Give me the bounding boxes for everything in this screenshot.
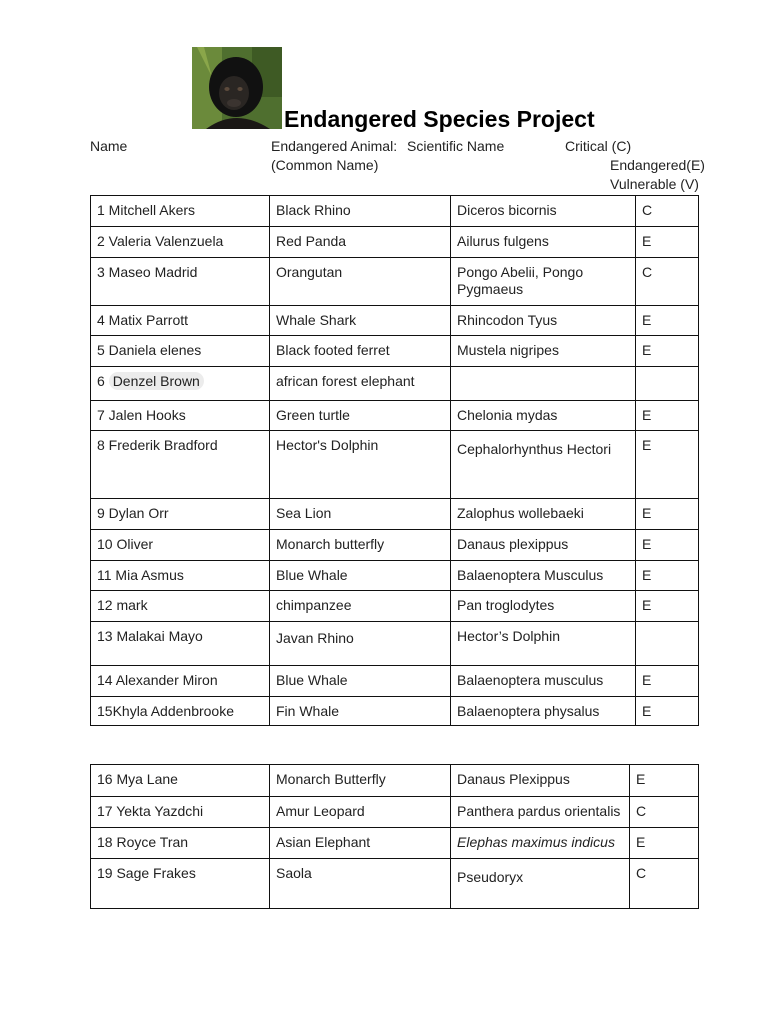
student-name: 12 mark xyxy=(91,591,270,622)
table-row xyxy=(91,859,699,909)
status-code: C xyxy=(630,797,699,828)
common-name: Red Panda xyxy=(270,227,451,258)
scientific-name xyxy=(451,367,636,401)
scientific-name: Panthera pardus orientalis xyxy=(451,797,630,828)
student-name: 4 Matix Parrott xyxy=(91,306,270,336)
table-row xyxy=(91,499,699,530)
header-scientific: Scientific Name xyxy=(407,138,505,154)
student-name: 2 Valeria Valenzuela xyxy=(91,227,270,258)
scientific-name: Pan troglodytes xyxy=(451,591,636,622)
scientific-name: Zalophus wollebaeki xyxy=(451,499,636,530)
status-code: E xyxy=(630,765,699,797)
common-name: Amur Leopard xyxy=(270,797,451,828)
student-name: 9 Dylan Orr xyxy=(91,499,270,530)
common-name: Blue Whale xyxy=(270,666,451,697)
status-code: E xyxy=(636,336,699,367)
scientific-name: Diceros bicornis xyxy=(451,196,636,227)
student-name: 11 Mia Asmus xyxy=(91,561,270,591)
common-name: Black footed ferret xyxy=(270,336,451,367)
common-name: Hector's Dolphin xyxy=(270,431,451,499)
status-code: E xyxy=(636,697,699,726)
scientific-name: Balaenoptera physalus xyxy=(451,697,636,726)
status-code: E xyxy=(636,431,699,499)
student-name: 3 Maseo Madrid xyxy=(91,258,270,306)
table-row xyxy=(91,697,699,726)
scientific-name: Pongo Abelii, Pongo Pygmaeus xyxy=(451,258,636,306)
common-name: Monarch butterfly xyxy=(270,530,451,561)
table-row xyxy=(91,797,699,828)
common-name: Saola xyxy=(270,859,451,909)
table-row xyxy=(91,196,699,227)
status-code xyxy=(636,622,699,666)
scientific-name: Danaus Plexippus xyxy=(451,765,630,797)
status-code: E xyxy=(636,530,699,561)
table-row xyxy=(91,561,699,591)
species-table-2 xyxy=(90,764,699,909)
table-row xyxy=(91,828,699,859)
scientific-name: Chelonia mydas xyxy=(451,401,636,431)
table-row xyxy=(91,401,699,431)
status-code: E xyxy=(630,828,699,859)
student-name-chip[interactable]: Denzel Brown xyxy=(109,372,204,390)
table-row xyxy=(91,306,699,336)
scientific-name: Balaenoptera musculus xyxy=(451,666,636,697)
student-name: 19 Sage Frakes xyxy=(91,859,270,909)
table-row xyxy=(91,431,699,499)
status-code: E xyxy=(636,591,699,622)
common-name: Black Rhino xyxy=(270,196,451,227)
student-name: 13 Malakai Mayo xyxy=(91,622,270,666)
student-name: 10 Oliver xyxy=(91,530,270,561)
status-code: E xyxy=(636,306,699,336)
common-name: Green turtle xyxy=(270,401,451,431)
bonobo-photo xyxy=(192,47,282,129)
scientific-name: Danaus plexippus xyxy=(451,530,636,561)
common-name: Fin Whale xyxy=(270,697,451,726)
student-name: 7 Jalen Hooks xyxy=(91,401,270,431)
status-code: C xyxy=(630,859,699,909)
student-name: 16 Mya Lane xyxy=(91,765,270,797)
header-name: Name xyxy=(90,138,128,154)
table-row xyxy=(91,591,699,622)
status-code: C xyxy=(636,258,699,306)
common-name: Javan Rhino xyxy=(270,622,451,666)
header-animal-common: (Common Name) xyxy=(271,157,379,173)
header-animal: Endangered Animal: xyxy=(271,138,398,154)
common-name: Blue Whale xyxy=(270,561,451,591)
scientific-name: Ailurus fulgens xyxy=(451,227,636,258)
table-row xyxy=(91,336,699,367)
student-name: 8 Frederik Bradford xyxy=(91,431,270,499)
student-name xyxy=(91,367,270,401)
scientific-name: Cephalorhynthus Hectori xyxy=(451,431,636,499)
row-number: 6 xyxy=(97,373,105,389)
common-name: chimpanzee xyxy=(270,591,451,622)
student-name: 1 Mitchell Akers xyxy=(91,196,270,227)
status-code: E xyxy=(636,499,699,530)
status-code: E xyxy=(636,561,699,591)
table-row xyxy=(91,258,699,306)
student-name: 17 Yekta Yazdchi xyxy=(91,797,270,828)
table-row xyxy=(91,765,699,797)
common-name: Orangutan xyxy=(270,258,451,306)
common-name: Whale Shark xyxy=(270,306,451,336)
status-code: C xyxy=(636,196,699,227)
header-status-vulnerable: Vulnerable (V) xyxy=(610,176,699,192)
table-row xyxy=(91,622,699,666)
common-name: african forest elephant xyxy=(270,367,451,401)
table-row xyxy=(91,666,699,697)
species-table-1 xyxy=(90,195,699,726)
header-status-critical: Critical (C) xyxy=(565,138,632,154)
common-name: Sea Lion xyxy=(270,499,451,530)
scientific-name: Rhincodon Tyus xyxy=(451,306,636,336)
scientific-name: Pseudoryx xyxy=(451,859,630,909)
scientific-name: Elephas maximus indicus xyxy=(451,828,630,859)
scientific-name: Balaenoptera Musculus xyxy=(451,561,636,591)
status-code: E xyxy=(636,227,699,258)
table-row xyxy=(91,367,699,401)
header-status-endangered: Endangered(E) xyxy=(610,157,705,173)
common-name: Monarch Butterfly xyxy=(270,765,451,797)
student-name: 5 Daniela elenes xyxy=(91,336,270,367)
common-name: Asian Elephant xyxy=(270,828,451,859)
scientific-name: Hector’s Dolphin xyxy=(451,622,636,666)
status-code: E xyxy=(636,401,699,431)
table-row xyxy=(91,530,699,561)
student-name: 18 Royce Tran xyxy=(91,828,270,859)
student-name: 15Khyla Addenbrooke xyxy=(91,697,270,726)
page-title: Endangered Species Project xyxy=(284,106,595,132)
table-row xyxy=(91,227,699,258)
student-name: 14 Alexander Miron xyxy=(91,666,270,697)
status-code xyxy=(636,367,699,401)
status-code: E xyxy=(636,666,699,697)
scientific-name: Mustela nigripes xyxy=(451,336,636,367)
